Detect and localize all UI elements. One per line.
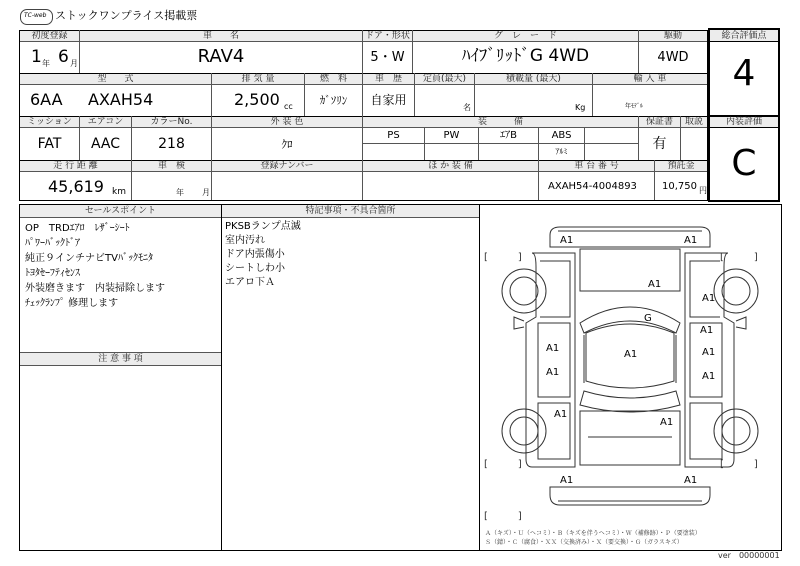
mark-front-bumper-left: A1: [560, 235, 574, 246]
legend-line-2: Ｓ（錆）・Ｃ（腐食）・ＸＸ（交換済み）・Ｘ（要交換）・Ｇ（ガラスキズ）: [485, 539, 683, 546]
equip-airbag: ｴｱB: [500, 130, 517, 141]
reg-year: 1: [31, 47, 42, 67]
capacity-unit: 名: [463, 103, 471, 112]
car-diagram: [480, 205, 780, 529]
history: 自家用: [370, 93, 407, 107]
model-code: 6AA: [30, 90, 63, 109]
chassis-no: AXAH54-4004893: [548, 181, 637, 192]
mark-right-rear-door-lower: A1: [702, 371, 716, 382]
wheel-rear-right: [714, 409, 758, 453]
label-remarks: 特記事項・不具合箇所: [305, 206, 396, 216]
bracket-rear-left: [ ]: [484, 459, 522, 470]
list-item: 純正９インチナビTVﾊﾞｯｸﾓﾆﾀ: [25, 253, 153, 264]
wheel-front-left: [502, 269, 546, 313]
label-car-name: 車 名: [202, 31, 239, 41]
logo: [20, 9, 53, 25]
reg-month: 6: [58, 47, 69, 67]
mileage: 45,619: [48, 177, 104, 196]
mark-back-door: A1: [660, 417, 674, 428]
aircon: AAC: [90, 136, 121, 152]
label-grade: グ レ ー ド: [493, 31, 557, 41]
label-model: 型 式: [97, 74, 134, 84]
reg-year-unit: 年: [42, 59, 50, 68]
car-name: RAV4: [197, 46, 245, 67]
label-door-shape: ドア・形状: [365, 31, 410, 41]
label-reserve: 預託金: [667, 161, 695, 171]
mark-front-bumper-right: A1: [684, 235, 698, 246]
label-color-no: カラーNo.: [150, 117, 193, 127]
mark-hood: A1: [648, 279, 662, 290]
list-item: PKSBランプ点滅: [225, 221, 301, 232]
inspection-year-unit: 年: [176, 188, 184, 197]
color-no: 218: [158, 136, 185, 152]
label-notes: 注 意 事 項: [98, 354, 143, 364]
label-aircon: エアコン: [87, 117, 124, 127]
bracket-rear-right: [ ]: [720, 459, 758, 470]
label-sales-point: セールスポイント: [84, 206, 157, 216]
label-mileage: 走 行 距 離: [53, 161, 98, 171]
logo-text: TC-web: [24, 12, 47, 19]
overall-score: 4: [732, 53, 756, 94]
list-item: ﾁｪｯｸﾗﾝﾌﾟ 修理します: [25, 298, 119, 309]
interior-score: C: [731, 143, 757, 184]
label-load: 積載量 (最大): [506, 74, 561, 84]
displacement-unit: cc: [284, 102, 293, 111]
wheel-front-right: [714, 269, 758, 313]
list-item: エアロ下Ａ: [225, 277, 275, 288]
label-plate: 登録ナンバー: [260, 161, 314, 171]
label-other-equipment: ほ か 装 備: [428, 161, 473, 171]
label-displacement: 排 気 量: [241, 74, 275, 84]
inspection-month-unit: 月: [202, 188, 210, 197]
warranty: 有: [652, 136, 667, 152]
mark-rear-bumper-left: A1: [560, 475, 574, 486]
label-import: 輸 入 車: [633, 74, 667, 84]
bracket-bottom: [ ]: [484, 511, 522, 522]
grade: ﾊｲﾌﾞﾘｯﾄﾞG 4WD: [461, 46, 590, 66]
label-inspection: 車 検: [157, 161, 185, 171]
mark-left-rear-door: A1: [546, 367, 560, 378]
ext-color: ｸﾛ: [281, 138, 293, 151]
displacement: 2,500: [234, 90, 280, 109]
list-item: 室内汚れ: [225, 235, 265, 246]
label-chassis-no: 車 台 番 号: [574, 161, 619, 171]
equip-ps: PS: [387, 130, 400, 141]
list-item: ﾄﾖﾀｾｰﾌﾃｨｾﾝｽ: [25, 268, 80, 279]
label-ext-color: 外 装 色: [270, 117, 304, 127]
list-item: 外装磨きます 内装掃除します: [25, 283, 165, 294]
label-equipment: 装 備: [477, 117, 523, 127]
page-title: ストックワンプライス掲載票: [55, 9, 198, 22]
equip-pw: PW: [443, 130, 460, 141]
list-item: OP TRDｴｱﾛ ﾚｻﾞｰｼｰﾄ: [25, 223, 130, 234]
bracket-placeholders: [484, 252, 758, 522]
mileage-unit: km: [112, 187, 126, 197]
label-warranty: 保証書: [645, 117, 673, 127]
label-overall-eval: 総合評価点: [721, 31, 767, 41]
reserve: 10,750: [662, 181, 697, 192]
label-manual: 取説: [684, 117, 703, 127]
load-unit: Kg: [575, 103, 586, 112]
label-mission: ミッション: [27, 117, 72, 127]
mark-right-fender: A1: [702, 293, 716, 304]
mark-windshield: G: [644, 313, 652, 324]
legend-line-1: Ａ（キズ）・Ｕ（ヘコミ）・Ｂ（キズを伴うヘコミ）・Ｗ（補修跡）・Ｐ（要塗装）: [485, 530, 701, 537]
bracket-front-left: [ ]: [484, 252, 522, 263]
wheel-rear-left: [502, 409, 546, 453]
label-drive: 駆動: [663, 31, 682, 41]
mark-right-rear-door: A1: [702, 347, 716, 358]
year-model-unit: 年ﾓﾃﾞﾙ: [625, 103, 644, 110]
drive: 4WD: [657, 50, 689, 65]
label-interior-eval: 内装評価: [725, 117, 762, 127]
mission: FAT: [37, 136, 62, 152]
mark-left-quarter: A1: [554, 409, 568, 420]
model-type: AXAH54: [88, 90, 154, 109]
mark-roof: A1: [624, 349, 638, 360]
mark-right-front-door: A1: [700, 325, 714, 336]
label-capacity: 定員(最大): [422, 74, 467, 84]
equip-alloy: ｱﾙﾐ: [555, 147, 568, 156]
reg-month-unit: 月: [70, 59, 78, 68]
label-fuel: 燃 料: [319, 74, 347, 84]
mark-left-front-door: A1: [546, 343, 560, 354]
reserve-unit: 円: [699, 186, 707, 195]
door-shape: 5・W: [370, 50, 405, 65]
list-item: シートしわ小: [225, 263, 285, 274]
label-history: 車 歴: [374, 74, 402, 84]
version-label: ver 00000001: [718, 551, 780, 560]
list-item: ドア内張傷小: [225, 249, 285, 260]
list-item: ﾊﾟﾜｰﾊﾞｯｸﾄﾞｱ: [25, 238, 80, 249]
label-first-reg: 初度登録: [31, 31, 68, 41]
bracket-front-right: [ ]: [720, 252, 758, 263]
equip-abs: ABS: [551, 130, 572, 141]
mark-rear-bumper-right: A1: [684, 475, 698, 486]
fuel: ｶﾞｿﾘﾝ: [319, 94, 348, 107]
